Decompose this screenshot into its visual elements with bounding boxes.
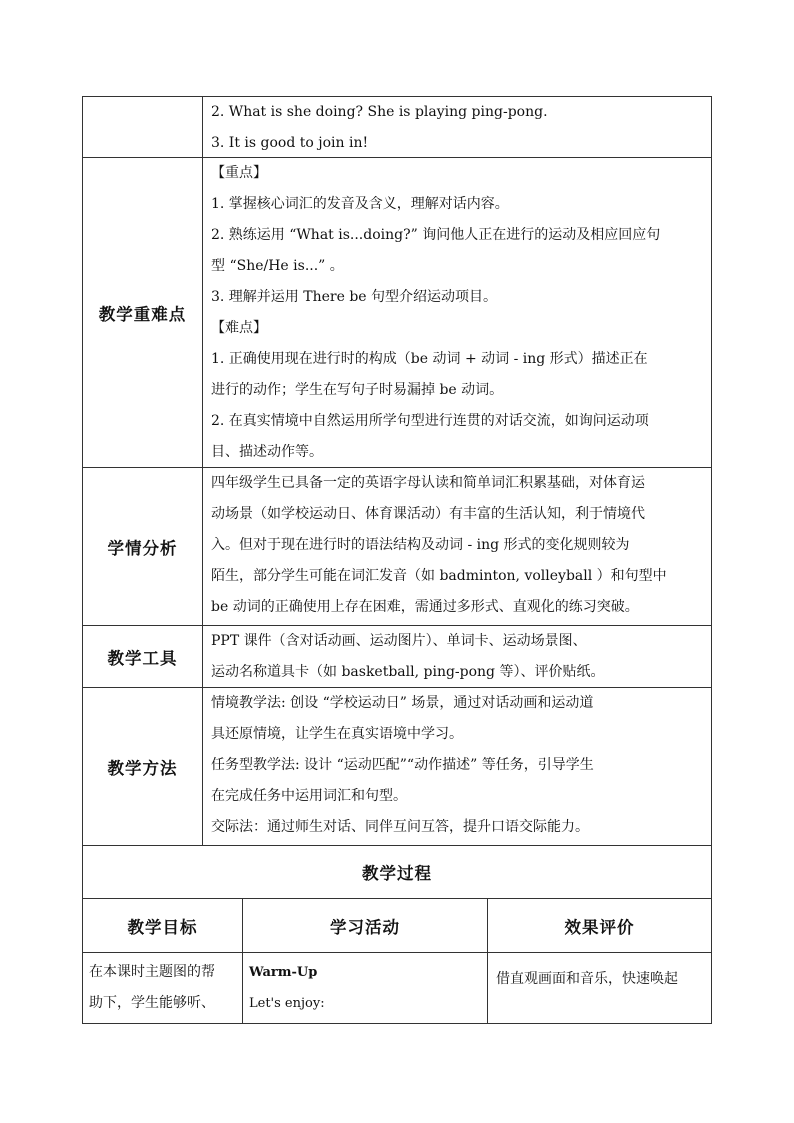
text-line: 1. 正确使用现在进行时的构成（be 动词 + 动词 - ing 形式）描述正在 bbox=[211, 351, 648, 367]
objectives-continuation-row bbox=[83, 97, 711, 158]
key-difficult-label: 教学重难点 bbox=[83, 158, 203, 467]
process-title-row bbox=[83, 846, 711, 899]
text-line: 目、描述动作等。 bbox=[211, 444, 323, 460]
lesson-plan-table bbox=[82, 96, 712, 1024]
methods-label: 教学方法 bbox=[83, 688, 203, 845]
process-row bbox=[83, 953, 711, 1023]
activity-cell bbox=[243, 953, 488, 1023]
text-line: 情境教学法: 创设 “学校运动日” 场景，通过对话动画和运动道 bbox=[211, 695, 594, 711]
text-line: 任务型教学法: 设计 “运动匹配”“动作描述” 等任务，引导学生 bbox=[211, 757, 594, 773]
text-line: 四年级学生已具备一定的英语字母认读和简单词汇积累基础，对体育运 bbox=[211, 475, 645, 491]
evaluation-cell bbox=[488, 953, 711, 1023]
text-line: be 动词的正确使用上存在困难，需通过多形式、直观化的练习突破。 bbox=[211, 599, 639, 615]
header-activity: 学习活动 bbox=[243, 899, 488, 952]
text-line: 在本课时主题图的帮 bbox=[89, 964, 215, 980]
key-difficult-row bbox=[83, 158, 711, 468]
methods-row bbox=[83, 688, 711, 846]
learner-analysis-row bbox=[83, 468, 711, 626]
empty-label-cell bbox=[83, 97, 203, 157]
learner-analysis-label: 学情分析 bbox=[83, 468, 203, 625]
learner-analysis-content bbox=[203, 468, 711, 625]
key-heading: 【重点】 bbox=[211, 165, 267, 181]
goal-cell bbox=[83, 953, 243, 1023]
text-line: 2. 在真实情境中自然运用所学句型进行连贯的对话交流，如询问运动项 bbox=[211, 413, 649, 429]
text-line: PPT 课件（含对话动画、运动图片）、单词卡、运动场景图、 bbox=[211, 633, 587, 649]
tools-content bbox=[203, 626, 711, 687]
text-line: 型 “She/He is...” 。 bbox=[211, 258, 344, 274]
text-line: 1. 掌握核心词汇的发音及含义，理解对话内容。 bbox=[211, 196, 509, 212]
process-title: 教学过程 bbox=[362, 864, 432, 883]
activity-title: Warm-Up bbox=[249, 965, 318, 980]
text-line: 进行的动作；学生在写句子时易漏掉 be 动词。 bbox=[211, 382, 504, 398]
process-header-row bbox=[83, 899, 711, 953]
text-line: 具还原情境，让学生在真实语境中学习。 bbox=[211, 726, 463, 742]
tools-row bbox=[83, 626, 711, 688]
activity-line: Let's enjoy: bbox=[249, 996, 325, 1011]
text-line: 陌生，部分学生可能在词汇发音（如 badminton, volleyball ）和句型中 bbox=[211, 568, 667, 584]
text-line: 入。但对于现在进行时的语法结构及动词 - ing 形式的变化规则较为 bbox=[211, 537, 630, 553]
text-line: 运动名称道具卡（如 basketball, ping-pong 等）、评价贴纸。 bbox=[211, 664, 605, 680]
header-evaluation: 效果评价 bbox=[564, 917, 635, 937]
objectives-continuation-content bbox=[203, 97, 711, 157]
sentence-line: 3. It is good to join in! bbox=[211, 135, 369, 151]
header-goal: 教学目标 bbox=[83, 899, 243, 952]
methods-content bbox=[203, 688, 711, 845]
text-line: 借直观画面和音乐，快速唤起 bbox=[496, 971, 678, 987]
text-line: 在完成任务中运用词汇和句型。 bbox=[211, 788, 407, 804]
difficult-heading: 【难点】 bbox=[211, 320, 267, 336]
sentence-line: 2. What is she doing? She is playing ping-pong. bbox=[211, 104, 548, 120]
text-line: 交际法：通过师生对话、同伴互问互答，提升口语交际能力。 bbox=[211, 819, 589, 835]
key-difficult-content bbox=[203, 158, 711, 467]
text-line: 3. 理解并运用 There be 句型介绍运动项目。 bbox=[211, 289, 498, 305]
tools-label: 教学工具 bbox=[83, 626, 203, 687]
text-line: 2. 熟练运用 “What is...doing?” 询问他人正在进行的运动及相应回应句 bbox=[211, 227, 661, 243]
text-line: 助下，学生能够听、 bbox=[89, 995, 215, 1011]
text-line: 动场景（如学校运动日、体育课活动）有丰富的生活认知，利于情境代 bbox=[211, 506, 645, 522]
